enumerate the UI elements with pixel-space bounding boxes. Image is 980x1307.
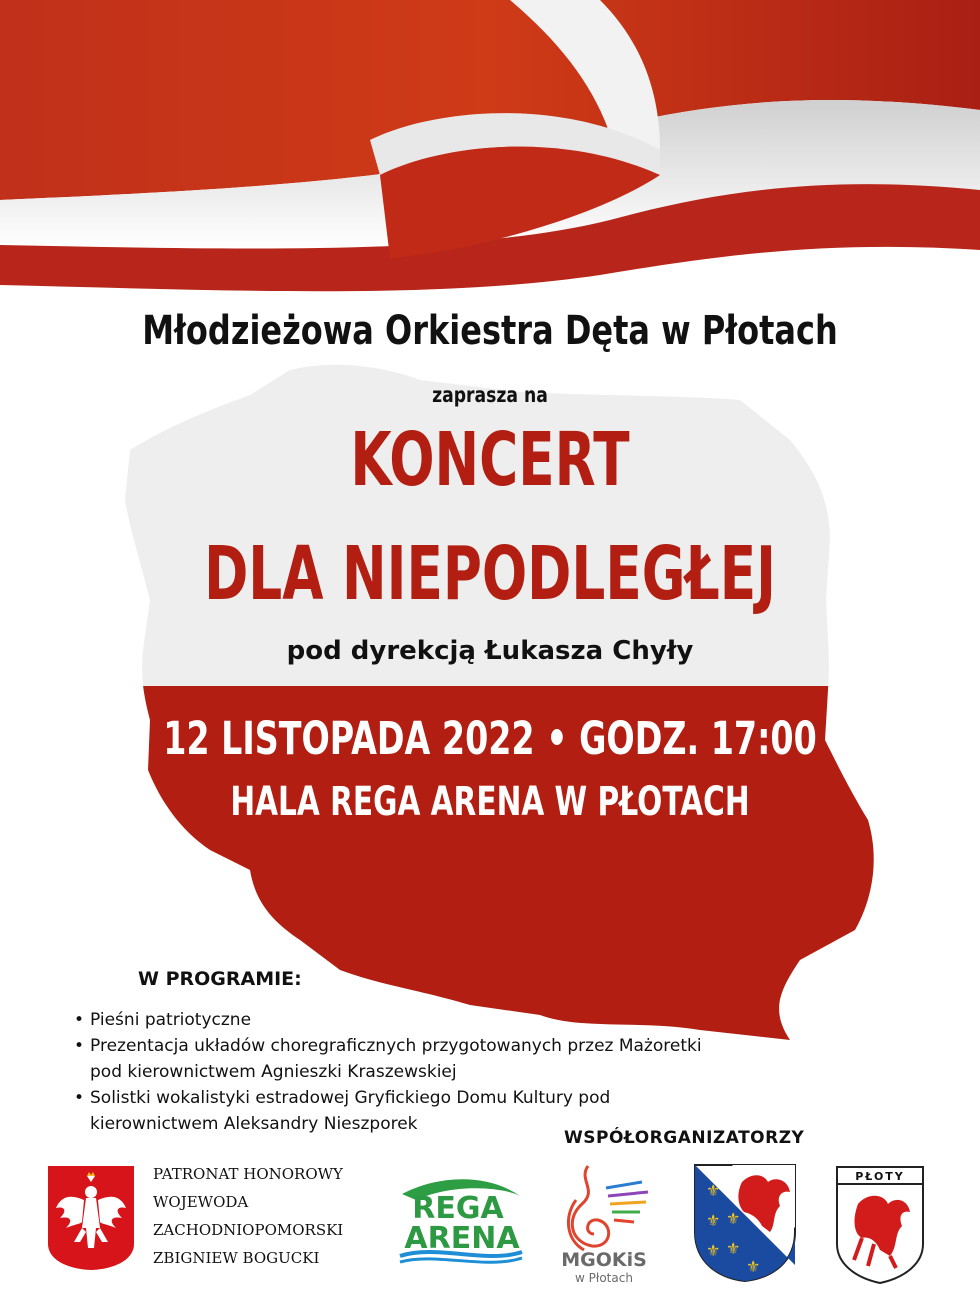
patron-line: ZACHODNIOPOMORSKI bbox=[153, 1221, 344, 1239]
svg-text:⚜: ⚜ bbox=[706, 1181, 721, 1200]
event-date-time: 12 LISTOPADA 2022 • GODZ. 17:00 bbox=[163, 712, 817, 765]
conductor-text: pod dyrekcją Łukasza Chyły bbox=[286, 636, 694, 666]
rega-arena-logo bbox=[396, 1172, 526, 1268]
program-item: • Prezentacja układów choregraficznych przygotowanych przez Mażoretki pod kierownictwem Agnieszki Kraszewskiej bbox=[72, 1033, 712, 1085]
concert-title-line2: DLA NIEPODLEGŁEJ bbox=[204, 531, 776, 617]
rega-logo-text: REGA bbox=[412, 1191, 504, 1226]
program-heading: W PROGRAMIE: bbox=[138, 968, 302, 990]
patron-line: WOJEWODA bbox=[153, 1193, 249, 1211]
mgokis-sub-text: w Płotach bbox=[575, 1271, 633, 1285]
program-item: • Solistki wokalistyki estradowej Gryfickiego Domu Kultury pod kierownictwem Aleksandry Nieszporek bbox=[72, 1085, 712, 1137]
concert-title-line1: KONCERT bbox=[350, 417, 630, 503]
svg-text:⚜: ⚜ bbox=[706, 1211, 721, 1230]
svg-text:⚜: ⚜ bbox=[706, 1241, 721, 1260]
coorganizers-label: WSPÓŁORGANIZATORZY bbox=[564, 1128, 805, 1148]
patron-line: ZBIGNIEW BOGUCKI bbox=[153, 1249, 320, 1267]
polish-eagle-emblem-icon bbox=[46, 1164, 136, 1272]
program-item: • Pieśni patriotyczne bbox=[72, 1007, 712, 1033]
svg-text:⚜: ⚜ bbox=[746, 1257, 761, 1276]
griffin-coat-of-arms-icon bbox=[692, 1162, 798, 1284]
event-venue: HALA REGA ARENA W PŁOTACH bbox=[230, 779, 750, 825]
arena-logo-text: ARENA bbox=[404, 1221, 520, 1256]
ploty-coat-of-arms-icon bbox=[834, 1164, 926, 1286]
honorary-patron-block bbox=[153, 1160, 343, 1272]
mgokis-logo bbox=[548, 1160, 660, 1286]
svg-text:⚜: ⚜ bbox=[726, 1209, 741, 1228]
invite-text: zaprasza na bbox=[432, 383, 548, 407]
ploty-label-text: PŁOTY bbox=[855, 1170, 905, 1183]
mgokis-name-text: MGOKiS bbox=[561, 1249, 647, 1271]
patron-line: PATRONAT HONOROWY bbox=[153, 1165, 343, 1183]
organizer-title: Młodzieżowa Orkiestra Dęta w Płotach bbox=[142, 308, 838, 354]
program-list bbox=[72, 1007, 712, 1137]
svg-text:⚜: ⚜ bbox=[726, 1239, 741, 1258]
